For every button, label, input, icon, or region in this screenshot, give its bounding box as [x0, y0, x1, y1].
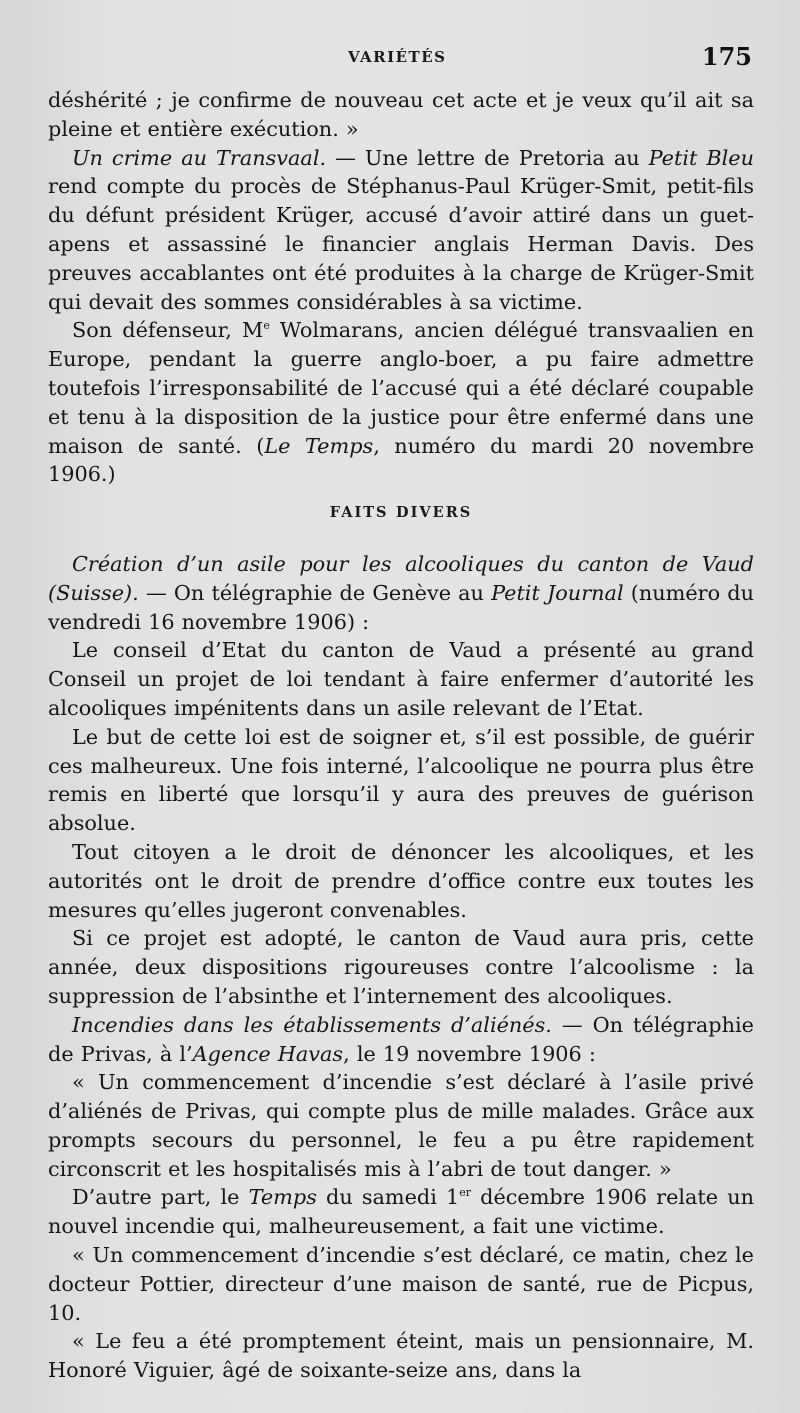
paragraph: « Un commencement d’incendie s’est déclaré à l’asile privé d’aliénés de Privas, qui compte plus de mille malades. Grâce aux prompts secours du personnel, le feu a pu être rapidement circonscrit et les hospitalisés mis à l’abri de tout danger. »	[48, 1070, 754, 1181]
newspaper-name: Le Temps	[264, 433, 374, 458]
text-run: — On télégraphie de Privas, à l’	[48, 1012, 754, 1066]
text-run: , le 19 novembre 1906 :	[343, 1041, 596, 1066]
paragraph	[48, 144, 754, 317]
paragraph: « Le feu a été promptement éteint, mais un pensionnaire, M. Honoré Viguier, âgé de soixante-seize ans, dans la	[48, 1329, 754, 1383]
paragraph: Tout citoyen a le droit de dénoncer les alcooliques, et les autorités ont le droit de prendre d’office contre eux toutes les mesures qu’elles jugeront convenables.	[48, 839, 754, 922]
text-run: D’autre part, le	[72, 1185, 249, 1210]
page-header	[48, 42, 752, 76]
newspaper-name: Temps	[248, 1185, 317, 1210]
text-run: Wolmarans, ancien délégué transvaalien en Europe, pendant la guerre anglo-boer, a pu faire admettre toutefois l’irresponsabilité de l’accusé qui a été déclaré coupable et tenu à la disposition de la justice pour être enfermé dans une maison de santé. (	[48, 318, 754, 458]
text-run: — On télégraphie de Genève au	[138, 580, 492, 605]
newspaper-name: Petit Bleu	[648, 145, 754, 170]
paragraph: Si ce projet est adopté, le canton de Vaud aura pris, cette année, deux dispositions rigoureuses contre l’alcoolisme : la suppression de l’absinthe et l’internement des alcooliques.	[48, 926, 754, 1008]
article-title: Un crime au Transvaal.	[72, 145, 327, 170]
paragraph	[48, 1011, 754, 1069]
text-run: rend compte du procès de Stéphanus-Paul Krüger-Smit, petit-fils du défunt président Krüger, accusé d’avoir attiré dans un guet-apens et assassiné le financier anglais Herman Davis. Des preuves accablantes ont été produites à la charge de Krüger-Smit qui devait des sommes considérables à sa victime.	[48, 174, 754, 314]
paragraph: « Un commencement d’incendie s’est déclaré, ce matin, chez le docteur Pottier, directeur d’une maison de santé, rue de Picpus, 10.	[48, 1243, 754, 1325]
paragraph: déshérité ; je confirme de nouveau cet acte et je veux qu’il ait sa pleine et entière exécution. »	[48, 88, 754, 141]
page-body	[48, 86, 754, 1396]
article-title: Incendies dans les établissements d’aliénés.	[72, 1012, 552, 1037]
text-run: , numéro du mardi 20 novembre 1906.)	[48, 433, 754, 487]
paragraph: Le conseil d’Etat du canton de Vaud a présenté au grand Conseil un projet de loi tendant à faire enfermer d’autorité les alcooliques impénitents dans un asile relevant de l’Etat.	[48, 638, 754, 720]
text-run: du samedi 1	[316, 1185, 460, 1210]
superscript: e	[263, 319, 270, 333]
agency-name: Agence Havas	[192, 1041, 344, 1066]
running-head: VARIÉTÉS	[348, 48, 447, 66]
paragraph	[48, 550, 754, 636]
section-title: FAITS DIVERS	[329, 504, 473, 522]
paragraph	[48, 316, 754, 489]
text-run: (numéro du vendredi 16 novembre 1906) :	[48, 580, 754, 634]
article-title: Création d’un asile pour les alcooliques du canton de Vaud (Suisse).	[48, 551, 754, 605]
body-text	[48, 86, 754, 1385]
text-run: — Une lettre de Pretoria au	[326, 145, 649, 170]
newspaper-name: Petit Journal	[491, 580, 624, 605]
superscript: er	[459, 1186, 472, 1200]
text-run: Son défenseur, M	[72, 318, 264, 343]
text-run: décembre 1906 relate un nouvel incendie qui, malheureusement, a fait une victime.	[48, 1185, 754, 1239]
paragraph	[48, 1183, 754, 1241]
page-number: 175	[701, 42, 752, 71]
paragraph: Le but de cette loi est de soigner et, s’il est possible, de guérir ces malheureux. Une fois interné, l’alcoolique ne pourra plus être remis en liberté que lorsqu’il y aura des preuves de guérison absolue.	[48, 724, 754, 836]
